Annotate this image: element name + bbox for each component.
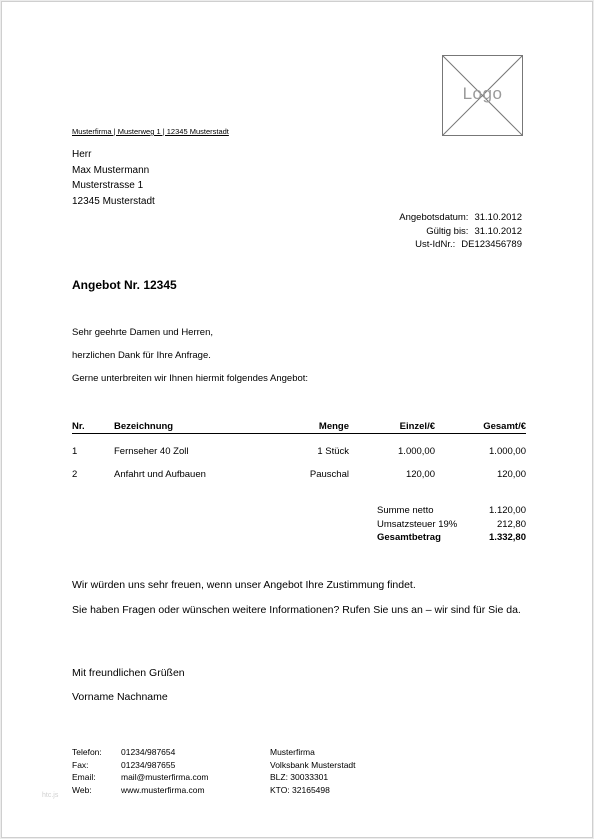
document-title: Angebot Nr. 12345 — [72, 278, 177, 292]
cell-bezeichnung: Anfahrt und Aufbauen — [114, 469, 206, 480]
footer-bank-name: Volksbank Musterstadt — [270, 759, 356, 770]
logo-placeholder — [442, 55, 523, 136]
meta-row — [399, 211, 522, 225]
thanks-text: herzlichen Dank für Ihre Anfrage. — [72, 350, 211, 361]
recipient-city: 12345 Musterstadt — [72, 195, 155, 207]
total-row — [377, 519, 526, 533]
table-header-row — [72, 421, 526, 434]
footer-contact-row — [72, 746, 209, 759]
signature-name: Vorname Nachname — [72, 691, 168, 703]
recipient-street: Musterstrasse 1 — [72, 180, 144, 191]
recipient-name: Max Mustermann — [72, 164, 150, 176]
document-page — [1, 1, 593, 838]
cell-gesamt: 1.000,00 — [489, 446, 526, 457]
recipient-salutation: Herr — [72, 149, 92, 160]
greeting-text: Sehr geehrte Damen und Herren, — [72, 327, 213, 338]
total-row — [377, 505, 526, 519]
sender-address-line: Musterfirma | Musterweg 1 | 12345 Musterstadt — [72, 127, 229, 136]
recipient-address — [72, 147, 155, 209]
cell-menge: 1 Stück — [317, 446, 349, 457]
footer-contact-row — [72, 759, 209, 772]
meta-value: 31.10.2012 — [474, 212, 522, 223]
totals-block — [377, 505, 526, 546]
footer-contact-row — [72, 771, 209, 784]
grand-total-value: 1.332,80 — [489, 532, 526, 543]
footer-blz: BLZ: 30033301 — [270, 772, 329, 782]
header-bezeichnung: Bezeichnung — [114, 421, 174, 432]
grand-total-row — [377, 532, 526, 546]
cell-nr: 1 — [72, 446, 78, 457]
meta-value: DE123456789 — [461, 239, 522, 250]
footer-fax: 01234/987655 — [121, 759, 176, 770]
meta-row — [399, 225, 522, 239]
total-value: 212,80 — [496, 518, 526, 530]
cell-menge: Pauschal — [309, 469, 349, 480]
closing-line-1: Wir würden uns sehr freuen, wenn unser Angebot Ihre Zustimmung findet. — [72, 579, 416, 591]
footer-kto: KTO: 32165498 — [270, 784, 330, 795]
watermark-text: htc.js — [42, 792, 59, 799]
offer-intro-text: Gerne unterbreiten wir Ihnen hiermit folgendes Angebot: — [72, 373, 309, 384]
grand-total-label: Gesamtbetrag — [377, 532, 441, 543]
logo-text: Logo — [462, 84, 503, 103]
cell-einzel: 120,00 — [405, 469, 435, 480]
total-label: Summe netto — [377, 505, 434, 516]
closing-line-2: Sie haben Fragen oder wünschen weitere Informationen? Rufen Sie uns an – wir sind für Sie da. — [72, 604, 521, 616]
meta-value: 31.10.2012 — [474, 225, 522, 237]
header-menge: Menge — [318, 421, 349, 432]
footer-label: Fax: — [72, 759, 89, 770]
header-gesamt: Gesamt/€ — [483, 421, 526, 432]
footer-contact-row — [72, 784, 209, 797]
header-einzel: Einzel/€ — [399, 421, 435, 432]
items-table — [72, 421, 526, 484]
footer-contact — [72, 746, 209, 796]
total-value: 1.120,00 — [489, 505, 526, 516]
footer-phone: 01234/987654 — [121, 747, 176, 757]
footer-label: Web: — [72, 784, 92, 795]
footer-web: www.musterfirma.com — [121, 784, 205, 795]
offer-meta — [399, 211, 522, 252]
header-nr: Nr. — [72, 421, 85, 432]
regards-text: Mit freundlichen Grüßen — [72, 667, 185, 679]
footer-label: Email: — [72, 772, 96, 782]
cell-nr: 2 — [72, 469, 78, 480]
cell-gesamt: 120,00 — [496, 469, 526, 480]
footer-bank — [270, 746, 356, 796]
cell-bezeichnung: Fernseher 40 Zoll — [114, 446, 189, 457]
total-label: Umsatzsteuer 19% — [377, 518, 458, 530]
table-row — [72, 469, 526, 484]
footer-label: Telefon: — [72, 747, 102, 757]
meta-label: Ust-IdNr.: — [415, 239, 456, 250]
meta-label: Gültig bis: — [426, 225, 469, 237]
meta-label: Angebotsdatum: — [399, 212, 469, 223]
cell-einzel: 1.000,00 — [398, 446, 435, 457]
footer-email: mail@musterfirma.com — [121, 772, 209, 782]
table-row — [72, 446, 526, 461]
meta-row — [399, 238, 522, 252]
footer-company: Musterfirma — [270, 747, 315, 757]
